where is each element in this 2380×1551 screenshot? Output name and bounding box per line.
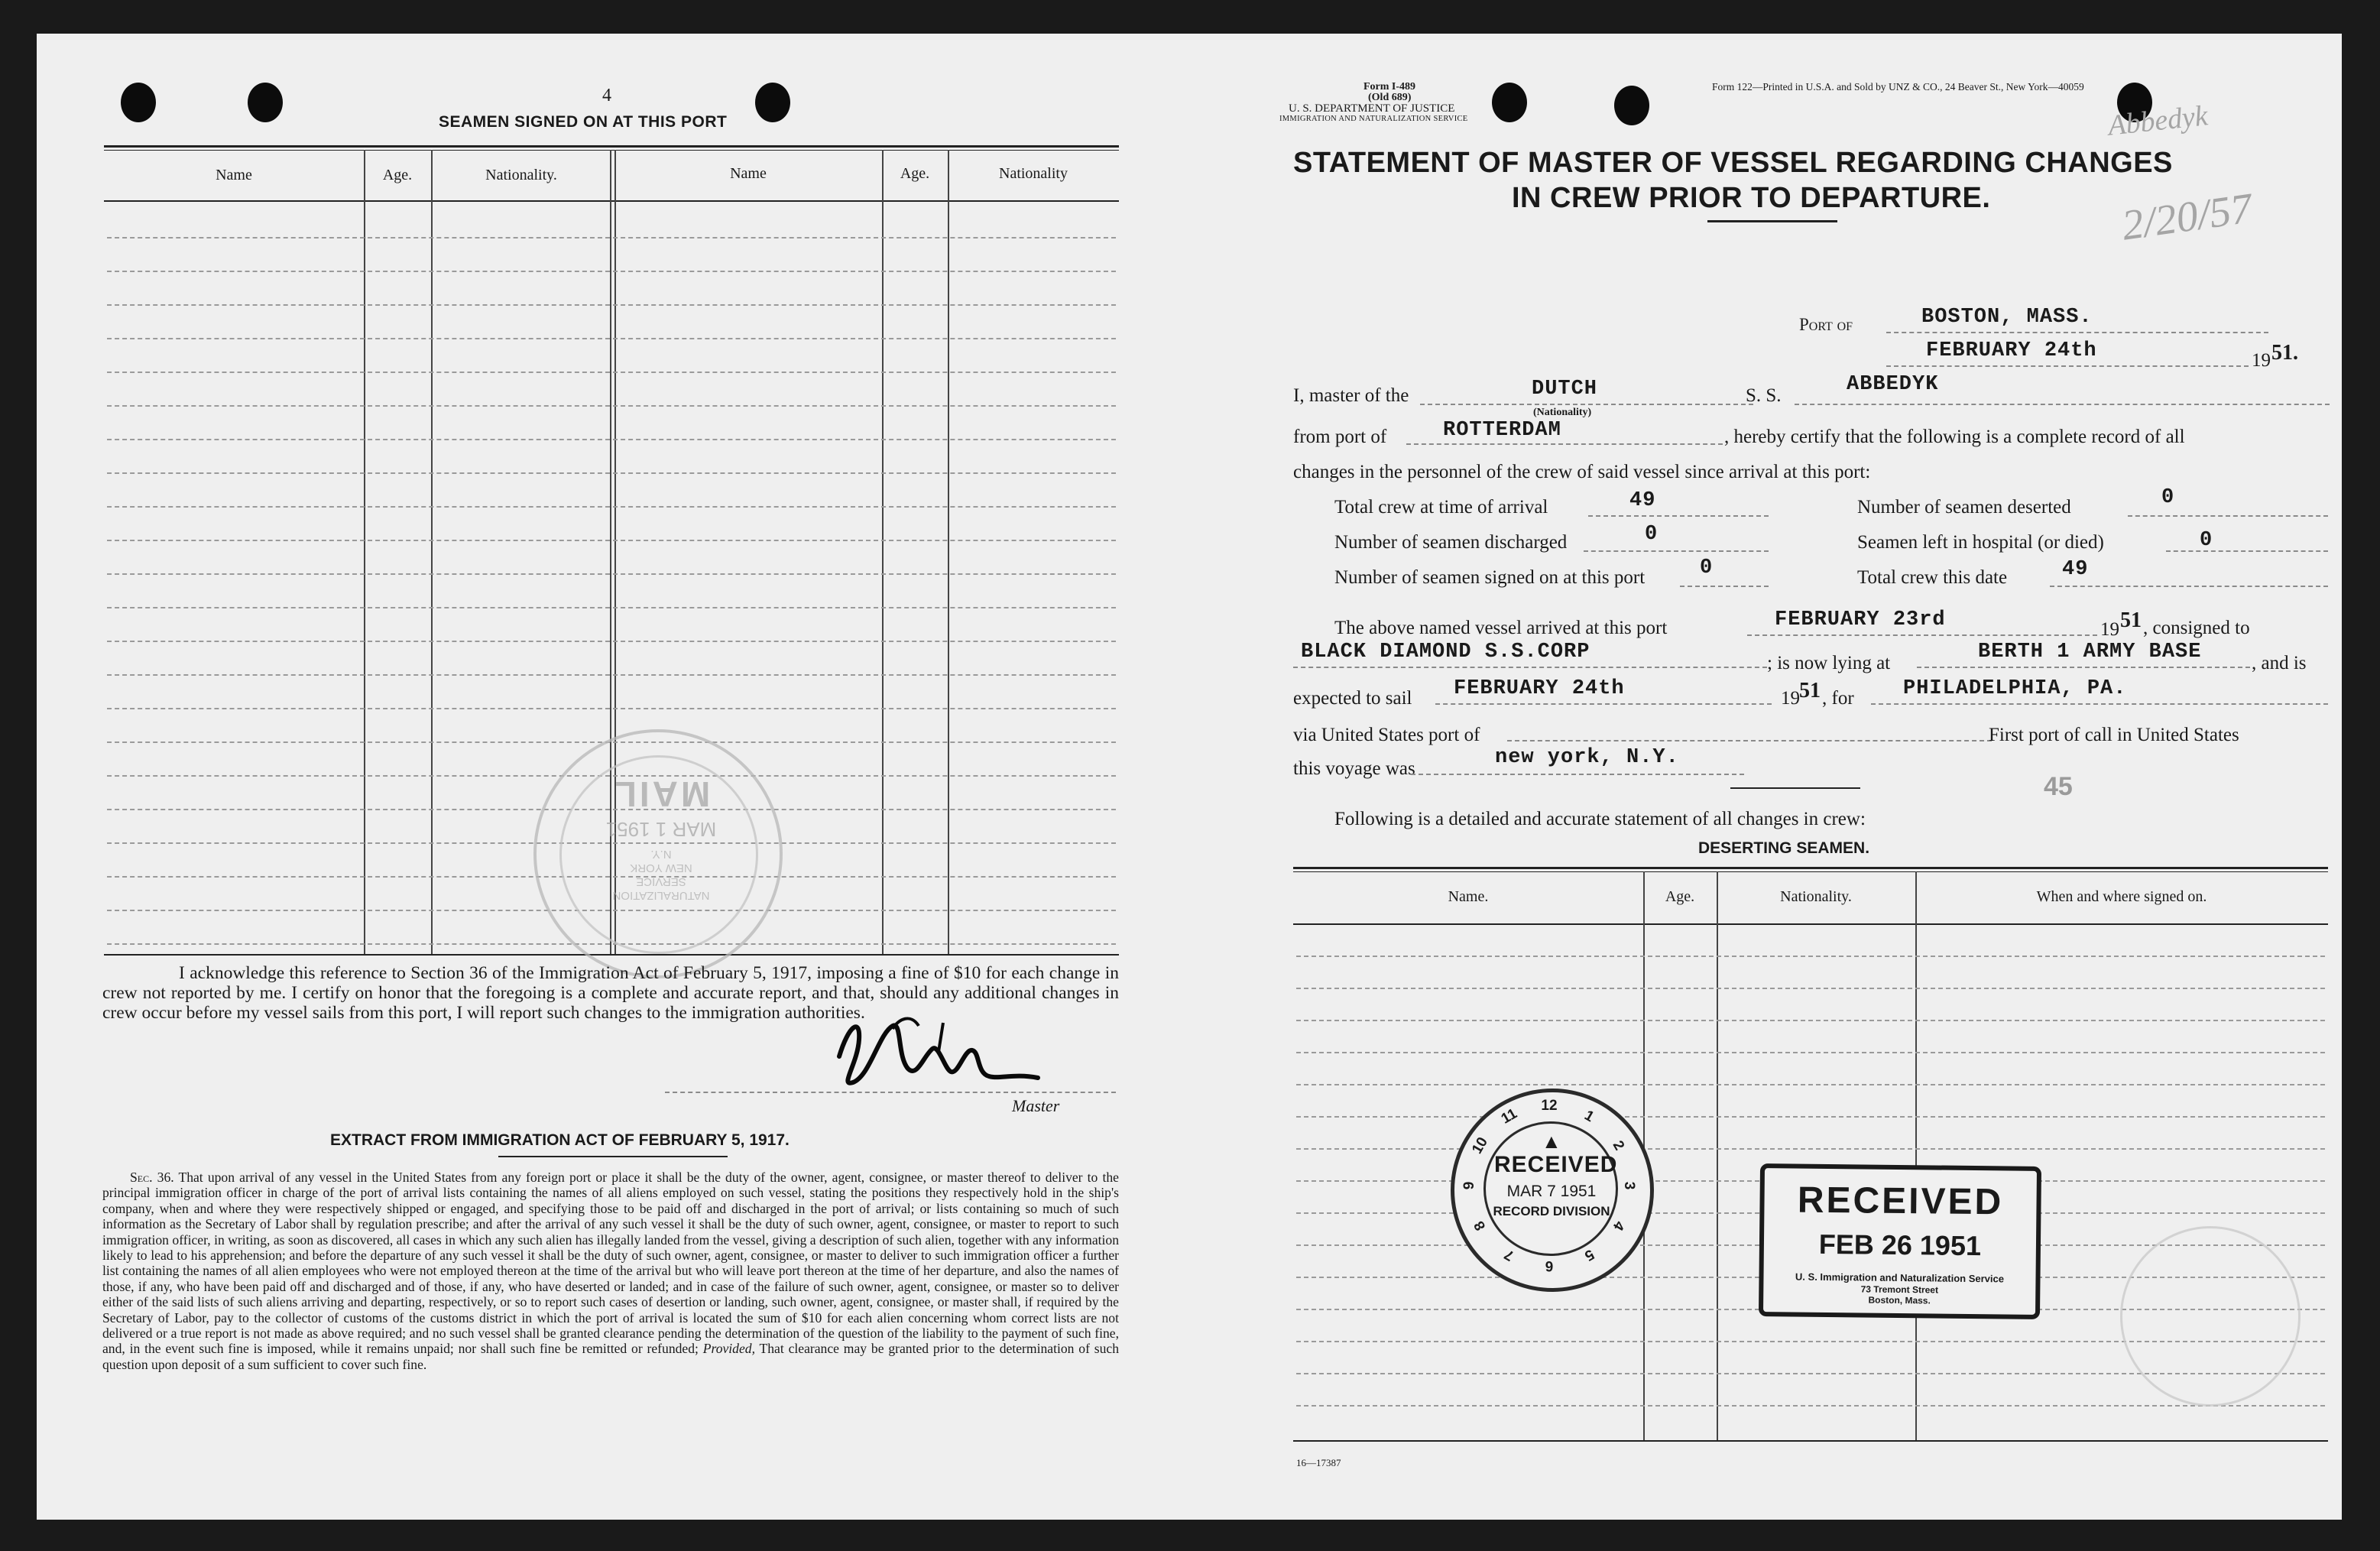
certify-text: , hereby certify that the following is a complete record of all bbox=[1724, 427, 2185, 447]
grid-row-line bbox=[107, 641, 1116, 642]
clock-ring-number: 1 bbox=[1581, 1107, 1597, 1126]
deserting-header-name: Name. bbox=[1448, 888, 1489, 905]
received-stamp-arrow-icon: ▲ bbox=[1542, 1131, 1561, 1153]
grid-row-line bbox=[107, 674, 1116, 676]
signed-on-line bbox=[1680, 586, 1769, 587]
discharged-line bbox=[1584, 550, 1769, 552]
grid-row-line bbox=[1296, 1405, 2325, 1407]
clock-ring-number: 7 bbox=[1501, 1245, 1517, 1264]
first-port-label: First port of call in United States bbox=[1989, 725, 2239, 745]
mail-stamp-word: MAIL bbox=[611, 774, 711, 814]
deserting-table-top-rule bbox=[1293, 867, 2328, 869]
grid-row-line bbox=[107, 439, 1116, 440]
right-page bbox=[1191, 34, 2342, 1520]
nationality-line bbox=[1420, 404, 1753, 405]
printer-line: Form 122—Printed in U.S.A. and Sold by UNZ & CO., 24 Beaver St., New York—40059 bbox=[1712, 81, 2084, 92]
total-crew-date-value: 49 bbox=[2062, 558, 2089, 581]
mail-postmark-stamp bbox=[533, 729, 783, 978]
grid-row-line bbox=[107, 540, 1116, 541]
column-header-nationality: Nationality. bbox=[485, 167, 557, 183]
agency-subtitle: IMMIGRATION AND NATURALIZATION SERVICE bbox=[1279, 115, 1468, 123]
deserting-title: DESERTING SEAMEN. bbox=[1698, 839, 1870, 857]
ss-label: S. S. bbox=[1746, 385, 1782, 406]
total-crew-date-line bbox=[2050, 586, 2328, 587]
total-crew-date-label: Total crew this date bbox=[1857, 567, 2008, 588]
received-stamp-division: RECORD DIVISION bbox=[1493, 1204, 1610, 1218]
via-label: via United States port of bbox=[1293, 725, 1480, 745]
clock-ring-number: 9 bbox=[1461, 1181, 1477, 1190]
destination-value: PHILADELPHIA, PA. bbox=[1903, 677, 2127, 700]
section-title: SEAMEN SIGNED ON AT THIS PORT bbox=[439, 113, 728, 131]
expected-sail-value: FEBRUARY 24th bbox=[1454, 677, 1625, 700]
nationality-value: DUTCH bbox=[1532, 378, 1598, 401]
consignee-value: BLACK DIAMOND S.S.CORP bbox=[1301, 641, 1590, 664]
grid-row-line bbox=[107, 338, 1116, 339]
destination-line bbox=[1871, 703, 2328, 705]
clock-ring-number: 2 bbox=[1609, 1137, 1628, 1154]
total-crew-arrival-line bbox=[1588, 515, 1769, 517]
arrived-year: 51 bbox=[2120, 608, 2142, 632]
deserting-header-nationality: Nationality. bbox=[1780, 888, 1852, 905]
document-sheet bbox=[37, 34, 2342, 1520]
total-crew-arrival-value: 49 bbox=[1629, 489, 1656, 512]
column-header-age: Age. bbox=[382, 167, 413, 183]
left-page bbox=[37, 34, 1191, 1520]
extract-tail: That clearance may be granted prior to the determination of such question upon deposit of a sum sufficient to cover such fine. bbox=[102, 1341, 1119, 1372]
title-underline bbox=[1707, 220, 1837, 222]
total-crew-arrival-label: Total crew at time of arrival bbox=[1334, 497, 1548, 518]
clock-ring-number: 3 bbox=[1621, 1181, 1637, 1190]
received-box-agency: U. S. Immigration and Naturalization Service bbox=[1795, 1270, 2005, 1285]
deserted-line bbox=[2128, 515, 2328, 517]
page-number: 4 bbox=[602, 86, 611, 105]
deserted-label: Number of seamen deserted bbox=[1857, 497, 2071, 518]
clock-ring-number: 12 bbox=[1541, 1098, 1558, 1114]
received-box-date: FEB 26 1951 bbox=[1818, 1228, 1982, 1262]
year-prefix: 19 bbox=[2252, 350, 2271, 371]
deserted-value: 0 bbox=[2161, 486, 2175, 509]
date-line bbox=[1886, 365, 2249, 367]
grid-row-line bbox=[107, 708, 1116, 709]
grid-row-line bbox=[107, 372, 1116, 373]
arrived-label: The above named vessel arrived at this port bbox=[1334, 618, 1668, 638]
clock-ring-number: 6 bbox=[1545, 1257, 1554, 1274]
handwritten-vessel-note: Abbedyk bbox=[2106, 99, 2210, 142]
port-line bbox=[1886, 332, 2268, 333]
agency-name: U. S. DEPARTMENT OF JUSTICE bbox=[1289, 102, 1455, 115]
lying-label: ; is now lying at bbox=[1767, 653, 1891, 673]
expected-sail-label: expected to sail bbox=[1293, 688, 1412, 709]
arrived-year-prefix: 19 bbox=[2100, 619, 2119, 640]
discharged-label: Number of seamen discharged bbox=[1334, 532, 1568, 553]
column-header-age: Age. bbox=[900, 165, 930, 182]
received-stamp-word: RECEIVED bbox=[1494, 1152, 1618, 1177]
grid-row-line bbox=[107, 472, 1116, 474]
mail-stamp-line: SERVICE bbox=[636, 875, 686, 888]
table-top-rule-thin bbox=[104, 150, 1119, 151]
header-bottom-rule bbox=[104, 200, 1119, 202]
footer-code: 16—17387 bbox=[1296, 1457, 1341, 1468]
grid-row-line bbox=[1296, 1020, 2325, 1021]
expected-sail-line bbox=[1435, 703, 1772, 705]
discharged-value: 0 bbox=[1645, 523, 1659, 546]
from-port-line bbox=[1406, 443, 1723, 445]
mail-stamp-line: NEW YORK bbox=[630, 861, 692, 874]
year-suffix: 51. bbox=[2271, 341, 2298, 365]
received-stamp-date: MAR 7 1951 bbox=[1506, 1183, 1597, 1200]
extract-section-text: That upon arrival of any vessel in the United States from any foreign port or place it shall be the duty of the owner, agent, consignee, or master thereof to deliver to the principal immigration officer in charge of the port of arrival lists containing the names of all aliens employed on such vessel, stating the positions they respectively hold in the ship's company, when and where they were respectively shipped or engaged, and specifying those to be paid off and discharged in the port of arrival; or lists containing so much of such information as the Secretary of Labor shall by regulation prescribe; and after the arrival of any such vessel it shall be the duty of such owner, agent, consignee, or master to report to such immigration officer, in writing, as soon as discovered, all cases in which any such alien has illegally landed from the vessel, giving a description of such alien, together with any information likely to lead to his apprehension; and before the departure of any such vessel it shall be the duty of such owner, agent, consignee, or master to deliver to such immigration officer a further list containing the names of all alien employees who were not employed thereon at the time of the arrival but who will leave port thereon at the time of her departure, and also the names of those, if any, who have been paid off and discharged and of those, if any, who have deserted or landed; and in case of the failure of such owner, agent, consignee, or master so to deliver either of the said lists of such aliens arriving and departing, respectively, or so to report such cases of desertion or landing, such owner, agent, consignee, or master shall, if required by the Secretary of Labor, pay to the collector of customs of the customs district in which the port of arrival is located the sum of $10 for each alien concerning whom correct lists are not delivered or a true report is not made as above required; and no such vessel shall be granted clearance pending the determination of the question of the liability to the payment of such fine, and, in the event such fine is imposed, while it remains unpaid; nor shall such fine be remitted or refunded; bbox=[102, 1170, 1119, 1357]
grid-row-line bbox=[107, 506, 1116, 508]
column-header-name: Name bbox=[730, 165, 767, 182]
extract-provided: Provided, bbox=[702, 1341, 755, 1357]
grid-row-line bbox=[107, 271, 1116, 272]
marginal-number: 45 bbox=[2044, 772, 2073, 801]
voyage-value: new york, N.Y. bbox=[1495, 746, 1679, 769]
form-old-number: (Old 689) bbox=[1368, 92, 1412, 103]
extract-section-lead: Sec. 36. bbox=[130, 1170, 174, 1185]
voyage-line bbox=[1411, 774, 1744, 775]
signed-on-label: Number of seamen signed on at this port bbox=[1334, 567, 1646, 588]
clock-ring-number: 4 bbox=[1609, 1218, 1628, 1234]
nationality-caption: (Nationality) bbox=[1533, 407, 1592, 418]
master-of-label: I, master of the bbox=[1293, 385, 1409, 406]
received-box-word: RECEIVED bbox=[1797, 1179, 2004, 1223]
handwritten-date: 2/20/57 bbox=[2119, 184, 2255, 250]
mail-stamp-line: NATURALIZATION bbox=[612, 889, 710, 902]
grid-row-line bbox=[1296, 988, 2325, 989]
grid-row-line bbox=[1296, 1084, 2325, 1085]
grid-row-line bbox=[107, 304, 1116, 306]
hospital-label: Seamen left in hospital (or died) bbox=[1857, 532, 2104, 553]
consigned-label: , consigned to bbox=[2143, 618, 2250, 638]
following-label: Following is a detailed and accurate statement of all changes in crew: bbox=[1334, 809, 1866, 829]
port-label: Port of bbox=[1799, 315, 1853, 334]
certify-text-2: changes in the personnel of the crew of said vessel since arrival at this port: bbox=[1293, 462, 1871, 482]
received-box-city: Boston, Mass. bbox=[1868, 1294, 1931, 1306]
mail-stamp-date: MAR 1 1951 bbox=[605, 818, 717, 841]
from-port-value: ROTTERDAM bbox=[1443, 419, 1561, 442]
arrived-line bbox=[1747, 634, 2097, 636]
clock-ring-number: 11 bbox=[1498, 1105, 1520, 1128]
grid-row-line bbox=[107, 573, 1116, 575]
consignee-line bbox=[1293, 667, 1767, 668]
grid-row-line bbox=[1296, 1116, 2325, 1118]
arrived-value: FEBRUARY 23rd bbox=[1775, 608, 1946, 631]
master-label: Master bbox=[1012, 1096, 1060, 1115]
master-signature bbox=[809, 1003, 1061, 1102]
hospital-value: 0 bbox=[2200, 529, 2213, 552]
deserting-header-when-where: When and where signed on. bbox=[2036, 888, 2207, 905]
from-port-label: from port of bbox=[1293, 427, 1387, 447]
port-value: BOSTON, MASS. bbox=[1921, 306, 2093, 329]
hospital-line bbox=[2166, 550, 2328, 552]
mail-stamp-line: N.Y. bbox=[650, 848, 672, 861]
signed-on-value: 0 bbox=[1700, 556, 1714, 579]
lying-value: BERTH 1 ARMY BASE bbox=[1978, 641, 2202, 664]
column-header-nationality: Nationality bbox=[999, 165, 1068, 182]
acknowledgment-paragraph: I acknowledge this reference to Section 36 of the Immigration Act of February 5, 1917, imposing a fine of $10 for each change in crew not reported by me. I certify on honor that the foregoing is a complete and accurate report, and that, should any additional changes in crew occur before my vessel sails from this port, I will report such changes to the immigration authorities. bbox=[102, 963, 1119, 1023]
date-value: FEBRUARY 24th bbox=[1926, 339, 2097, 362]
received-record-division-stamp bbox=[1451, 1089, 1654, 1292]
form-title-line1: STATEMENT OF MASTER OF VESSEL REGARDING CHANGES bbox=[1293, 147, 2173, 179]
received-box-street: 73 Tremont Street bbox=[1860, 1283, 1939, 1296]
deserting-table-bottom-rule bbox=[1293, 1440, 2328, 1442]
table-top-rule bbox=[104, 145, 1119, 148]
clock-ring-number: 8 bbox=[1470, 1218, 1490, 1234]
vessel-line bbox=[1795, 404, 2330, 405]
deserting-header-age: Age. bbox=[1665, 888, 1695, 905]
form-title-line2: IN CREW PRIOR TO DEPARTURE. bbox=[1512, 182, 1991, 214]
grid-row-line bbox=[107, 237, 1116, 238]
extract-title-rule bbox=[498, 1156, 728, 1157]
voyage-label: this voyage was bbox=[1293, 758, 1415, 779]
deserting-table-top-rule-thin bbox=[1293, 871, 2328, 872]
expected-year-prefix: 19 bbox=[1781, 688, 1800, 709]
expected-year: 51 bbox=[1799, 679, 1821, 702]
grid-row-line bbox=[1296, 1052, 2325, 1053]
voyage-short-rule bbox=[1730, 787, 1860, 789]
form-number: Form I-489 bbox=[1363, 81, 1416, 92]
clock-ring-number: 10 bbox=[1469, 1134, 1491, 1157]
master-signature-line bbox=[665, 1092, 1116, 1093]
for-label: , for bbox=[1822, 688, 1854, 709]
extract-title: EXTRACT FROM IMMIGRATION ACT OF FEBRUARY 5, 1917. bbox=[330, 1131, 790, 1149]
extract-body bbox=[102, 1170, 1119, 1372]
received-box-stamp bbox=[1759, 1163, 2041, 1319]
grid-row-line bbox=[107, 607, 1116, 608]
deserting-header-bottom-rule bbox=[1293, 923, 2328, 925]
lying-line bbox=[1917, 667, 2250, 668]
grid-row-line bbox=[107, 405, 1116, 407]
grid-row-line bbox=[1296, 956, 2325, 957]
faint-partial-stamp bbox=[2120, 1226, 2301, 1407]
and-is-label: , and is bbox=[2252, 653, 2307, 673]
column-header-name: Name bbox=[216, 167, 252, 183]
via-line bbox=[1507, 740, 1992, 741]
vessel-name-value: ABBEDYK bbox=[1847, 373, 1939, 396]
grid-row-line bbox=[1296, 1148, 2325, 1150]
clock-ring-number: 5 bbox=[1581, 1245, 1597, 1264]
